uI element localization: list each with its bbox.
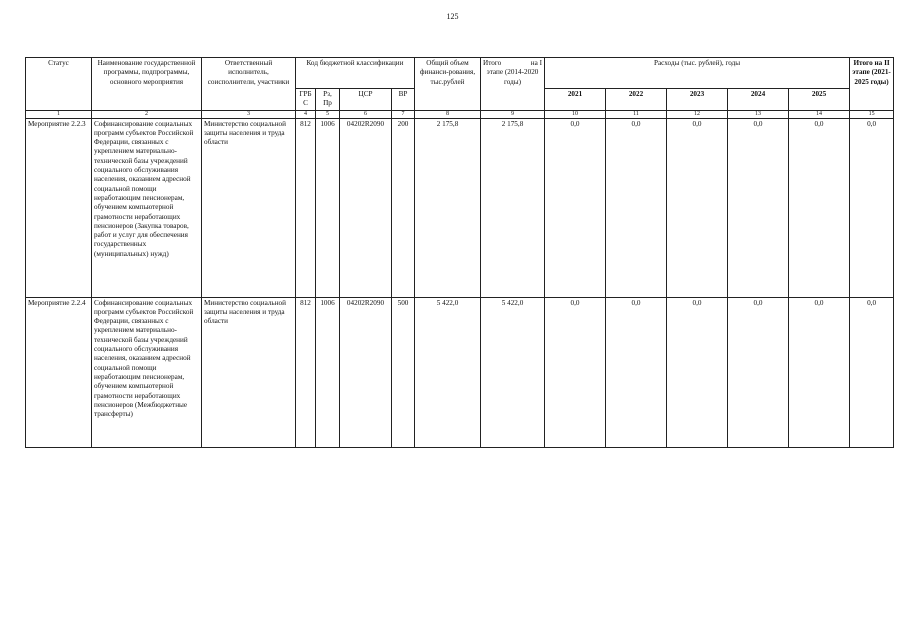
row-2021: 0,0 xyxy=(545,297,606,447)
table-row xyxy=(26,118,894,297)
header-year-2022: 2022 xyxy=(606,89,667,111)
row-2022: 0,0 xyxy=(606,297,667,447)
row-status: Мероприятие 2.2.3 xyxy=(26,118,92,297)
col-num-13: 13 xyxy=(728,110,789,118)
header-expenses: Расходы (тыс. рублей), годы xyxy=(545,58,850,89)
row-stage1: 5 422,0 xyxy=(481,297,545,447)
col-num-7: 7 xyxy=(392,110,415,118)
col-num-8: 8 xyxy=(415,110,481,118)
row-total: 5 422,0 xyxy=(415,297,481,447)
row-executor: Министерство социальной защиты населения и труда области xyxy=(202,118,296,297)
col-num-15: 15 xyxy=(850,110,894,118)
row-status: Мероприятие 2.2.4 xyxy=(26,297,92,447)
header-rzpr: Рз, Пр xyxy=(316,89,340,111)
budget-table xyxy=(25,57,894,448)
row-2022: 0,0 xyxy=(606,118,667,297)
row-stage2: 0,0 xyxy=(850,297,894,447)
col-num-6: 6 xyxy=(340,110,392,118)
header-year-2024: 2024 xyxy=(728,89,789,111)
row-csr: 04202R2090 xyxy=(340,297,392,447)
row-2021: 0,0 xyxy=(545,118,606,297)
row-total: 2 175,8 xyxy=(415,118,481,297)
col-num-10: 10 xyxy=(545,110,606,118)
row-vr: 200 xyxy=(392,118,415,297)
header-executor: Ответственный исполнитель, соисполнители, участники xyxy=(202,58,296,111)
header-stage1-left: Итого xyxy=(483,59,502,67)
header-total-volume: Общий объем финанси-рования, тыс.рублей xyxy=(415,58,481,111)
col-num-9: 9 xyxy=(481,110,545,118)
header-name: Наименование государственной программы, подпрограммы, основного мероприятия xyxy=(92,58,202,111)
row-2025: 0,0 xyxy=(789,297,850,447)
header-budget-code: Код бюджетной классификации xyxy=(296,58,415,89)
row-executor: Министерство социальной защиты населения и труда области xyxy=(202,297,296,447)
header-vr: ВР xyxy=(392,89,415,111)
header-status: Статус xyxy=(26,58,92,111)
row-2024: 0,0 xyxy=(728,297,789,447)
column-numbers-row xyxy=(26,110,894,118)
col-num-5: 5 xyxy=(316,110,340,118)
col-num-2: 2 xyxy=(92,110,202,118)
row-name: Софинансирование социальных программ субъектов Российской Федерации, связанных с укреплением материально-технической базы учреждений социального обслуживания населения, оказанием адресной социальной помощи неработающим пенсионерам, обучением компьютерной грамотности неработающих пенсионеров (Межбюджетные трансферты) xyxy=(92,297,202,447)
col-num-12: 12 xyxy=(667,110,728,118)
row-rzpr: 1006 xyxy=(316,118,340,297)
header-stage1 xyxy=(481,58,545,111)
header-year-2025: 2025 xyxy=(789,89,850,111)
table-row xyxy=(26,297,894,447)
header-grbs: ГРБ С xyxy=(296,89,316,111)
page-number: 125 xyxy=(446,12,459,21)
row-grbs: 812 xyxy=(296,297,316,447)
col-num-1: 1 xyxy=(26,110,92,118)
row-rzpr: 1006 xyxy=(316,297,340,447)
header-stage1-right: на I xyxy=(530,59,542,67)
header-stage1-rest: этапе (2014-2020 годы) xyxy=(486,68,539,86)
row-2023: 0,0 xyxy=(667,297,728,447)
col-num-11: 11 xyxy=(606,110,667,118)
row-2025: 0,0 xyxy=(789,118,850,297)
col-num-4: 4 xyxy=(296,110,316,118)
row-2024: 0,0 xyxy=(728,118,789,297)
col-num-3: 3 xyxy=(202,110,296,118)
header-row-top xyxy=(26,58,894,89)
row-stage2: 0,0 xyxy=(850,118,894,297)
row-2023: 0,0 xyxy=(667,118,728,297)
row-name: Софинансирование социальных программ субъектов Российской Федерации, связанных с укреплением материально-технической базы учреждений социального обслуживания населения, оказанием адресной социальной помощи неработающим пенсионерам, обучением компьютерной грамотности неработающих пенсионеров (Закупка товаров, работ и услуг для обеспечения государственных (муниципальных) нужд) xyxy=(92,118,202,297)
row-stage1: 2 175,8 xyxy=(481,118,545,297)
header-csr: ЦСР xyxy=(340,89,392,111)
header-year-2023: 2023 xyxy=(667,89,728,111)
header-year-2021: 2021 xyxy=(545,89,606,111)
row-grbs: 812 xyxy=(296,118,316,297)
row-vr: 500 xyxy=(392,297,415,447)
header-stage2: Итого на II этапе (2021-2025 годы) xyxy=(850,58,894,111)
row-csr: 04202R2090 xyxy=(340,118,392,297)
col-num-14: 14 xyxy=(789,110,850,118)
